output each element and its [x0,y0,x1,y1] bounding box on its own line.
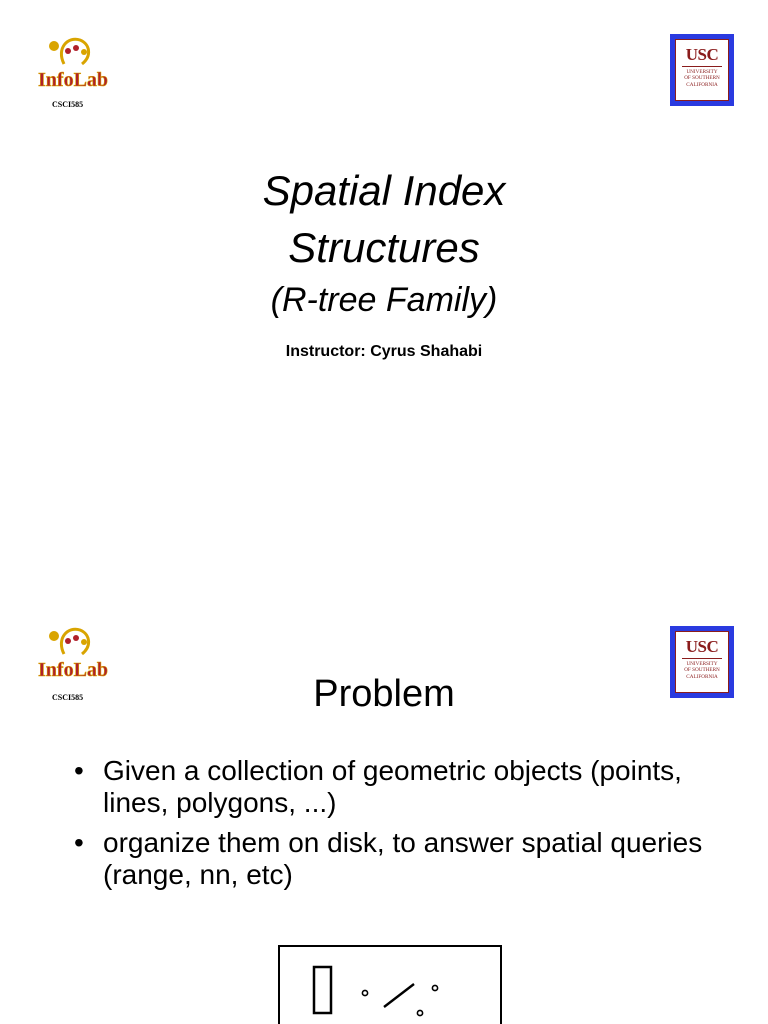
bullet-item [70,755,710,819]
spatial-objects-diagram [278,945,502,1024]
slide-title: Problem [313,673,455,715]
usc-logo-card [675,39,729,101]
bullet-text: organize them on disk, to answer spatial queries (range, nn, etc) [103,827,703,890]
title-line-2: Structures [288,224,480,271]
usc-logo-icon [670,34,734,106]
line-object-icon [384,984,414,1007]
infolab-logo-text: InfoLab [38,659,109,681]
usc-logo-line2: OF SOUTHERN [684,667,720,674]
usc-logo-line2: OF SOUTHERN [684,75,720,82]
infolab-logo-text: InfoLab [38,69,109,91]
polygon-object-icon [314,967,331,1013]
usc-logo-mark: USC [685,45,719,64]
bullet-item [70,827,710,891]
bullet-text: Given a collection of geometric objects (points, lines, polygons, ...) [103,755,682,818]
bullet-dot-icon: • [74,827,84,858]
bullet-list [70,755,710,899]
bullet-dot-icon: • [74,755,84,786]
usc-logo-line1: UNIVERSITY [686,69,718,75]
instructor-line: Instructor: Cyrus Shahabi [285,343,483,360]
title-line-1: Spatial Index [262,167,506,214]
usc-logo-rule [682,66,722,67]
subtitle: (R-tree Family) [270,281,498,319]
usc-logo-rule [682,658,722,659]
point-object-icon [432,985,437,990]
usc-logo-line3: CALIFORNIA [686,81,718,88]
usc-logo-line1: UNIVERSITY [686,661,718,667]
course-code: CSCI585 [52,100,84,109]
course-code: CSCI585 [52,693,84,702]
point-object-icon [362,990,367,995]
point-object-icon [417,1010,422,1015]
infolab-logo-icon [34,34,110,94]
usc-logo-line3: CALIFORNIA [686,673,718,680]
spatial-objects-drawing [280,947,500,1024]
usc-logo-mark: USC [685,637,719,656]
